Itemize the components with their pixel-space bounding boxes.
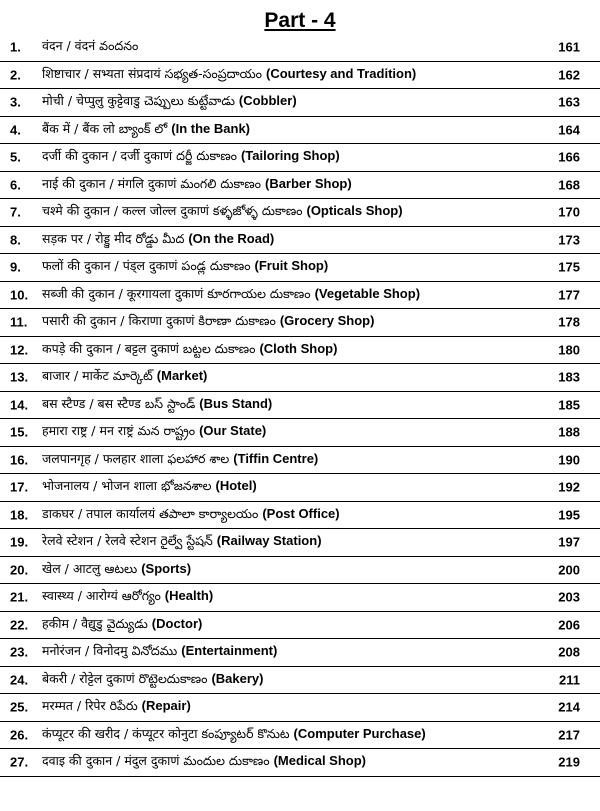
toc-page-number: 211 bbox=[559, 672, 580, 688]
toc-page-number: 175 bbox=[558, 259, 580, 275]
toc-title-local: पसारी की दुकान / किराणा दुकाणं కిరాణా దుకాణం bbox=[42, 313, 276, 329]
toc-title bbox=[42, 367, 525, 387]
toc-title-local: स्वास्थ्य / आरोग्यं ఆరోగ్యం bbox=[42, 588, 161, 604]
toc-title-english: (Bakery) bbox=[211, 670, 264, 686]
toc-row bbox=[0, 364, 600, 392]
toc-number: 24. bbox=[10, 672, 29, 688]
toc-number: 5. bbox=[10, 149, 21, 165]
toc-number: 17. bbox=[10, 479, 29, 495]
toc-title bbox=[42, 477, 525, 497]
toc-page-number: 170 bbox=[558, 204, 580, 220]
toc-number: 13. bbox=[10, 369, 29, 385]
toc-page-number: 192 bbox=[558, 479, 580, 495]
toc-title-local: नाई की दुकान / मंगलि दुकाणं మంగలి దుకాణం bbox=[42, 175, 261, 191]
toc-title bbox=[42, 422, 525, 442]
toc-title bbox=[42, 560, 525, 580]
toc-number: 14. bbox=[10, 397, 29, 413]
toc-title bbox=[42, 532, 525, 552]
toc-title-local: डाकघर / तपाल कार्यालयं తపాలా కార్యాలయం bbox=[42, 505, 259, 521]
toc-page-number: 188 bbox=[558, 424, 580, 440]
toc-title-local: मोची / चेप्पुलु कुट्टेवाडु చెప్పులు కుట్టేవాడు bbox=[42, 93, 235, 109]
toc-title-local: बैंक में / बैंक लो బ్యాంక్ లో bbox=[42, 120, 168, 136]
toc-page-number: 180 bbox=[558, 342, 580, 358]
toc-title bbox=[42, 642, 525, 662]
toc-number: 4. bbox=[10, 122, 21, 138]
toc-title-local: बाजार / मार्केट మార్కెట్ bbox=[42, 368, 153, 384]
toc-number: 21. bbox=[10, 589, 29, 605]
toc-title-english: (Railway Station) bbox=[216, 533, 322, 549]
toc-title-english: (Vegetable Shop) bbox=[314, 285, 421, 301]
toc-title bbox=[42, 615, 525, 635]
toc-page-number: 200 bbox=[558, 562, 580, 578]
toc-title-local: भोजनालय / भोजन शाला భోజనశాల bbox=[42, 478, 212, 494]
toc-number: 9. bbox=[10, 259, 21, 275]
toc-page-number: 190 bbox=[558, 452, 580, 468]
toc-title-english: (Health) bbox=[164, 588, 214, 604]
toc-title-local: शिष्टाचार / सभ्यता संप्रदायं సభ్యత-సంప్రదాయం bbox=[42, 65, 263, 81]
toc-row bbox=[0, 309, 600, 337]
toc-row bbox=[0, 172, 600, 200]
toc-title bbox=[42, 202, 525, 222]
toc-title-local: हकीम / वैद्युडु వైద్యుడు bbox=[42, 615, 148, 631]
toc-title-english: (Doctor) bbox=[151, 615, 203, 631]
toc-row bbox=[0, 584, 600, 612]
toc-row bbox=[0, 749, 600, 777]
toc-page-number: 164 bbox=[558, 122, 580, 138]
toc-row bbox=[0, 62, 600, 90]
toc-row bbox=[0, 529, 600, 557]
toc-title-local: दर्जी की दुकान / दर्जी दुकाणं దర్జీ దుకాణం bbox=[42, 148, 237, 164]
toc-title bbox=[42, 175, 525, 195]
toc-row bbox=[0, 612, 600, 640]
toc-title-english: (Post Office) bbox=[262, 505, 340, 521]
toc-number: 22. bbox=[10, 617, 29, 633]
toc-page-number: 219 bbox=[558, 754, 580, 770]
toc-title-english: (Medical Shop) bbox=[273, 753, 367, 769]
toc-title bbox=[42, 697, 525, 717]
toc-title-english: (On the Road) bbox=[188, 230, 275, 246]
toc-row bbox=[0, 419, 600, 447]
toc-number: 18. bbox=[10, 507, 29, 523]
toc-number: 11. bbox=[10, 314, 28, 330]
toc-title-english: (Opticals Shop) bbox=[306, 203, 403, 219]
toc-title-local: जलपानगृह / फलहार शाला ఫలహార శాల bbox=[42, 450, 230, 466]
toc-title-local: वंदन / वंदनं వందనం bbox=[42, 38, 139, 54]
toc-row bbox=[0, 392, 600, 420]
toc-row bbox=[0, 447, 600, 475]
toc-title-english: (Our State) bbox=[199, 423, 267, 439]
toc-number: 15. bbox=[10, 424, 29, 440]
page-title: Part - 4 bbox=[264, 9, 336, 32]
toc-row bbox=[0, 667, 600, 695]
toc-row bbox=[0, 337, 600, 365]
toc-page-number: 214 bbox=[558, 699, 580, 715]
toc-title bbox=[42, 37, 525, 57]
table-of-contents bbox=[0, 34, 600, 777]
toc-title-english: (In the Bank) bbox=[171, 120, 251, 136]
toc-row bbox=[0, 199, 600, 227]
toc-title-english: (Fruit Shop) bbox=[254, 258, 329, 274]
toc-title-english: (Courtesy and Tradition) bbox=[266, 65, 417, 81]
toc-title bbox=[42, 670, 525, 690]
toc-row bbox=[0, 639, 600, 667]
toc-number: 2. bbox=[10, 67, 21, 83]
toc-number: 8. bbox=[10, 232, 21, 248]
toc-row bbox=[0, 117, 600, 145]
toc-title-english: (Cloth Shop) bbox=[259, 340, 338, 356]
toc-title bbox=[42, 147, 525, 167]
toc-number: 20. bbox=[10, 562, 29, 578]
toc-page-number: 168 bbox=[558, 177, 580, 193]
toc-number: 7. bbox=[10, 204, 21, 220]
toc-title-english: (Market) bbox=[156, 368, 208, 384]
toc-row bbox=[0, 89, 600, 117]
toc-title-english: (Tailoring Shop) bbox=[240, 148, 340, 164]
toc-page-number: 195 bbox=[558, 507, 580, 523]
toc-title bbox=[42, 285, 525, 305]
toc-title-english: (Cobbler) bbox=[238, 93, 297, 109]
toc-title-local: रेलवे स्टेशन / रेलवे स्टेशन రైల్వే స్టేషన్ bbox=[42, 533, 213, 549]
toc-title bbox=[42, 752, 525, 772]
toc-page-number: 178 bbox=[558, 314, 580, 330]
toc-title bbox=[42, 312, 525, 332]
toc-page-number: 208 bbox=[558, 644, 580, 660]
toc-title-english: (Sports) bbox=[141, 560, 192, 576]
toc-page-number: 162 bbox=[558, 67, 580, 83]
toc-title-local: दवाइ की दुकान / मंदुल दुकाणं మందుల దుకాణం bbox=[42, 753, 270, 769]
toc-title-local: कंप्यूटर की खरीद / कंप्यूटर कोनुटा కంప్యూటర్ కొనుట bbox=[42, 725, 290, 741]
toc-title-local: मनोरंजन / विनोदमु వినోదము bbox=[42, 643, 178, 659]
toc-row bbox=[0, 254, 600, 282]
toc-title-local: बस स्टैण्ड / बस स्टैण्ड బస్ స్టాండ్ bbox=[42, 395, 196, 411]
toc-page-number: 197 bbox=[558, 534, 580, 550]
toc-title-local: मरम्मत / रिपेर రిపేరు bbox=[42, 698, 138, 714]
toc-title-local: सब्जी की दुकान / कूरगायला दुकाणं కూరగాయల దుకాణం bbox=[42, 285, 311, 301]
toc-number: 16. bbox=[10, 452, 29, 468]
toc-title-english: (Tiffin Centre) bbox=[233, 450, 319, 466]
toc-page-number: 173 bbox=[558, 232, 580, 248]
toc-title bbox=[42, 257, 525, 277]
toc-number: 10. bbox=[10, 287, 29, 303]
toc-number: 1. bbox=[10, 39, 21, 55]
toc-title-local: फलों की दुकान / पंड्ल दुकाणं పండ్ల దుకాణం bbox=[42, 258, 251, 274]
toc-title-english: (Hotel) bbox=[215, 478, 257, 494]
toc-title bbox=[42, 92, 525, 112]
toc-title-local: बेकरी / रोट्टेल दुकाणं రొట్టెలదుకాణం bbox=[42, 670, 208, 686]
toc-number: 6. bbox=[10, 177, 21, 193]
toc-title-english: (Bus Stand) bbox=[199, 395, 273, 411]
toc-title bbox=[42, 587, 525, 607]
toc-row bbox=[0, 694, 600, 722]
toc-title bbox=[42, 65, 525, 85]
toc-page-number: 163 bbox=[558, 94, 580, 110]
toc-title bbox=[42, 230, 525, 250]
toc-row bbox=[0, 282, 600, 310]
toc-title-local: कपड़े की दुकान / बट्टल दुकाणं బట్టల దుకాణం bbox=[42, 340, 256, 356]
toc-title-local: चश्मे की दुकान / कल्ल जोल्ल दुकाणं కళ్ళజోళ్ళ దుకాణం bbox=[42, 203, 303, 219]
toc-title-english: (Entertainment) bbox=[181, 643, 278, 659]
toc-page-number: 203 bbox=[558, 589, 580, 605]
toc-title-english: (Grocery Shop) bbox=[279, 313, 375, 329]
toc-number: 25. bbox=[10, 699, 29, 715]
toc-page-number: 185 bbox=[558, 397, 580, 413]
toc-title bbox=[42, 120, 525, 140]
toc-title bbox=[42, 450, 525, 470]
toc-page-number: 206 bbox=[558, 617, 580, 633]
toc-title bbox=[42, 340, 525, 360]
toc-row bbox=[0, 502, 600, 530]
toc-number: 23. bbox=[10, 644, 29, 660]
toc-number: 27. bbox=[10, 754, 29, 770]
toc-row bbox=[0, 227, 600, 255]
toc-page-number: 166 bbox=[558, 149, 580, 165]
toc-page-number: 217 bbox=[558, 727, 580, 743]
toc-title-english: (Computer Purchase) bbox=[293, 725, 426, 741]
toc-number: 3. bbox=[10, 94, 21, 110]
toc-row bbox=[0, 34, 600, 62]
toc-row bbox=[0, 144, 600, 172]
toc-row bbox=[0, 722, 600, 750]
toc-row bbox=[0, 557, 600, 585]
toc-row bbox=[0, 474, 600, 502]
toc-number: 19. bbox=[10, 534, 29, 550]
toc-number: 26. bbox=[10, 727, 29, 743]
toc-page-number: 177 bbox=[558, 287, 580, 303]
toc-page-number: 183 bbox=[558, 369, 580, 385]
toc-title bbox=[42, 725, 525, 745]
toc-title bbox=[42, 505, 525, 525]
toc-title-local: खेल / आटलु ఆటలు bbox=[42, 560, 138, 576]
toc-title bbox=[42, 395, 525, 415]
toc-title-english: (Repair) bbox=[141, 698, 191, 714]
toc-title-english: (Barber Shop) bbox=[264, 175, 352, 191]
toc-number: 12. bbox=[10, 342, 29, 358]
toc-title-local: सड़क पर / रोड्डु मीद రోడ్డు మీద bbox=[42, 230, 185, 246]
toc-title-local: हमारा राष्ट्र / मन राष्ट्रं మన రాష్ట్రం bbox=[42, 423, 196, 439]
toc-page-number: 161 bbox=[558, 39, 580, 55]
